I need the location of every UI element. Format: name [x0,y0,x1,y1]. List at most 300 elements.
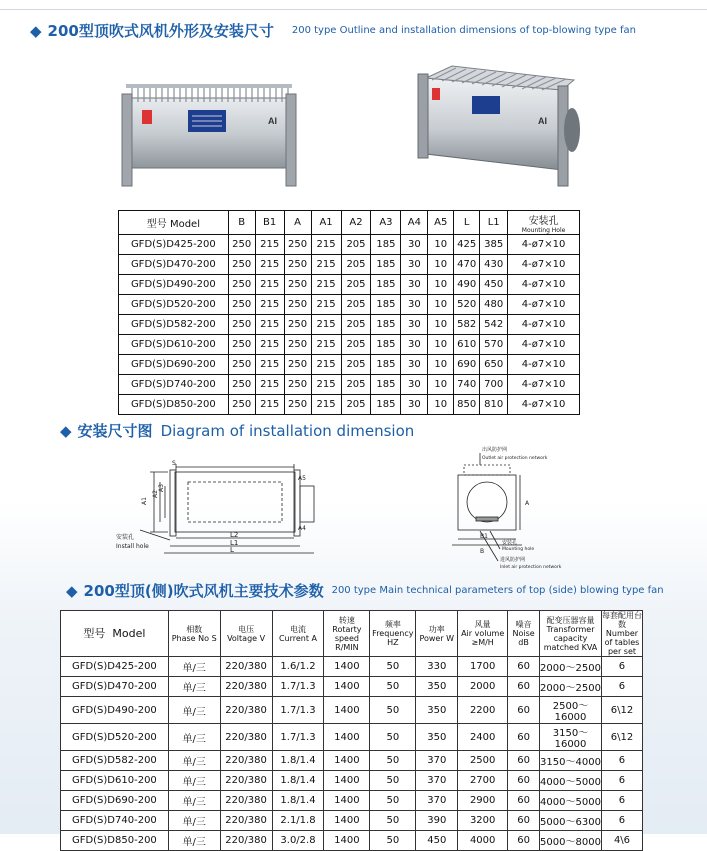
parameters-table-cell: 220/380 [220,724,272,751]
parameters-table-cell: 220/380 [220,771,272,791]
parameters-table-cell: 1400 [324,831,370,851]
parameters-table-cell: 220/380 [220,657,272,677]
dimension-table-cell: 30 [401,375,428,395]
parameters-table-row [61,724,643,751]
parameters-table-cell: 1400 [324,724,370,751]
dimension-table-cell: 4-ø7×10 [508,255,580,275]
dimension-table-row [119,275,580,295]
parameters-table-cell: 1.8/1.4 [272,771,324,791]
dim-header-l1: L1 [480,211,508,235]
parameters-table-cell: 4000～5000 [540,791,602,811]
dimension-table-cell: 4-ø7×10 [508,235,580,255]
dimension-table-cell: 4-ø7×10 [508,355,580,375]
dim-header-b: B [228,211,255,235]
param-header-tables-zh: 每套配用台数 [601,611,642,629]
diagram-label-inlet-zh: 进风防护网 [500,557,526,563]
dimension-table-cell: 185 [371,355,401,375]
dimension-table-row [119,235,580,255]
parameters-table-cell: 单/三 [168,657,220,677]
fan-photo-angled [412,58,582,193]
parameters-table-cell: 6 [601,751,642,771]
dimension-table-cell: 4-ø7×10 [508,275,580,295]
param-header-power [416,611,458,657]
dimension-table-cell: 610 [454,335,480,355]
dimension-table-cell: 250 [284,375,311,395]
fan-photo-front [118,80,300,190]
section-diagram-title-en: Diagram of installation dimension [160,421,415,440]
parameters-table-cell: 220/380 [220,811,272,831]
parameters-table-cell: 单/三 [168,771,220,791]
dimension-table-cell: 480 [480,295,508,315]
dimension-table-cell: 205 [341,315,371,335]
parameters-table-cell: 单/三 [168,811,220,831]
dim-header-mount-en: Mounting Hole [521,226,566,234]
dim-header-a5: A5 [428,211,454,235]
diagram-label-a1: A1 [141,497,148,505]
dim-header-a2: A2 [341,211,371,235]
dimension-table-cell: 215 [311,395,341,415]
dimension-table-cell: 30 [401,315,428,335]
parameters-table-cell: 6 [601,771,642,791]
dimension-table-cell: 10 [428,255,454,275]
photo-front-ai-mark: AI [268,116,277,126]
dimension-table-cell: 205 [341,375,371,395]
dimension-table-cell: 250 [228,275,255,295]
dimension-table-cell: 185 [371,255,401,275]
param-header-speed-zh: 转速 [338,615,355,625]
param-header-tables-en: Number of tables per set [604,629,640,656]
dimension-table-cell: 215 [311,315,341,335]
dim-header-mounting-hole [508,211,580,235]
section-params-heading [66,580,664,601]
parameters-table-cell: GFD(S)D610-200 [61,771,169,791]
diamond-bullet-icon: ◆ [66,581,78,600]
parameters-table-cell: 4000 [458,831,508,851]
parameters-table-cell: 1400 [324,771,370,791]
dimension-table-cell: 470 [454,255,480,275]
parameters-table-cell: 2.1/1.8 [272,811,324,831]
dimension-table-cell: 250 [228,355,255,375]
parameters-table-cell: 单/三 [168,697,220,724]
parameters-table-cell: 单/三 [168,677,220,697]
parameters-table-cell: 2000～2500 [540,657,602,677]
param-header-frequency-en: Frequency HZ [372,629,414,647]
diagram-label-a3: A3 [158,484,165,492]
parameters-table-row [61,677,643,697]
dim-header-b1: B1 [255,211,284,235]
diagram-label-a4: A4 [298,525,306,532]
parameters-table-body [61,657,643,851]
parameters-table-cell: 单/三 [168,724,220,751]
parameters-table-cell: 1.8/1.4 [272,791,324,811]
section-diagram-title-zh: 安装尺寸图 [77,422,153,440]
parameters-table-header [61,611,643,657]
dimension-table-row [119,395,580,415]
dimension-table-cell: 215 [255,375,284,395]
diagram-label-a5: A5 [298,475,306,482]
dimension-table-cell: 4-ø7×10 [508,395,580,415]
parameters-table-cell: 2700 [458,771,508,791]
parameters-table-row [61,791,643,811]
parameters-table-cell: 60 [508,751,540,771]
parameters-table-cell: 60 [508,657,540,677]
dimension-table-cell: 215 [311,375,341,395]
dimension-table-cell: GFD(S)D610-200 [119,335,229,355]
parameters-table-cell: 450 [416,831,458,851]
parameters-table-cell: 350 [416,724,458,751]
dimension-table-cell: 4-ø7×10 [508,375,580,395]
param-header-current-zh: 电流 [290,624,306,634]
param-header-speed-en: Rotarty speed R/MIN [332,624,362,652]
param-header-noise [508,611,540,657]
install-diagram-side [440,445,590,570]
param-header-phase-zh: 相数 [186,624,203,634]
parameters-table-cell: 2500～16000 [540,697,602,724]
install-diagram-front [110,460,340,560]
dimension-table-cell: 690 [454,355,480,375]
parameters-table-cell: 6\12 [601,697,642,724]
parameters-table-cell: 3150～4000 [540,751,602,771]
parameters-table-cell: 3.0/2.8 [272,831,324,851]
dimension-table-cell: 185 [371,375,401,395]
parameters-table-cell: 6 [601,677,642,697]
param-header-noise-en: Noise dB [512,629,535,647]
parameters-table-cell: 60 [508,697,540,724]
dimension-table-cell: 430 [480,255,508,275]
diagram-label-outlet-zh: 出风防护网 [482,447,508,453]
dimension-table-cell: 185 [371,235,401,255]
diagram-label-b: B [480,548,485,555]
dimension-table-cell: 215 [255,255,284,275]
dimension-table-cell: 185 [371,315,401,335]
dim-header-a4: A4 [401,211,428,235]
parameters-table-cell: 50 [370,677,416,697]
parameters-table-cell: GFD(S)D582-200 [61,751,169,771]
dimension-table-cell: 850 [454,395,480,415]
dimension-table-row [119,335,580,355]
dimension-table-cell: 185 [371,335,401,355]
section-outline-title-en: 200 type Outline and installation dimensions of top-blowing type fan [291,25,636,36]
parameters-table-cell: 1400 [324,657,370,677]
parameters-table-cell: 6 [601,811,642,831]
dimension-table-cell: 30 [401,395,428,415]
dimension-table-cell: 205 [341,235,371,255]
dimension-table-cell: 4-ø7×10 [508,335,580,355]
dimension-table-cell: 205 [341,355,371,375]
dimension-table-cell: 385 [480,235,508,255]
dimension-table-cell: 30 [401,255,428,275]
parameters-table-cell: 1400 [324,811,370,831]
param-header-speed [324,611,370,657]
parameters-table-cell: 50 [370,697,416,724]
param-header-frequency-zh: 频率 [384,620,401,629]
parameters-table [60,610,643,851]
parameters-table-cell: 60 [508,677,540,697]
dimension-table-cell: 215 [255,295,284,315]
dimension-table-cell: 30 [401,335,428,355]
dimension-table-cell: 215 [311,295,341,315]
diagram-label-l: L [230,546,234,554]
param-header-model-en: Model [112,627,146,640]
dimension-table-cell: 205 [341,335,371,355]
parameters-table-cell: 1400 [324,751,370,771]
dimension-table-cell: 10 [428,275,454,295]
dimension-table-row [119,375,580,395]
dimension-table-cell: 10 [428,355,454,375]
parameters-table-cell: GFD(S)D425-200 [61,657,169,677]
dimension-table-cell: 205 [341,395,371,415]
dimension-table-cell: 250 [228,255,255,275]
dimension-table [118,210,580,415]
dim-header-a3: A3 [371,211,401,235]
diagram-label-s: S [172,460,176,467]
param-header-transformer-en: Transformer capacity matched KVA [543,624,598,652]
parameters-table-row [61,771,643,791]
parameters-table-cell: 50 [370,771,416,791]
parameters-table-cell: 4\6 [601,831,642,851]
dimension-table-cell: 215 [311,275,341,295]
section-diagram-heading [60,420,414,441]
dimension-table-cell: 520 [454,295,480,315]
dimension-table-cell: 205 [341,295,371,315]
param-header-voltage [220,611,272,657]
dimension-table-cell: 215 [311,255,341,275]
dimension-table-cell: 250 [284,355,311,375]
parameters-table-cell: 60 [508,811,540,831]
parameters-table-cell: 50 [370,657,416,677]
dimension-table-cell: 30 [401,295,428,315]
parameters-table-cell: 5000～8000 [540,831,602,851]
param-header-model-zh: 型号 [83,627,106,640]
dimension-table-cell: 30 [401,355,428,375]
dimension-table-cell: 215 [311,235,341,255]
dimension-table-cell: 570 [480,335,508,355]
dimension-table-body [119,235,580,415]
parameters-table-cell: 60 [508,831,540,851]
dimension-table-cell: 250 [284,335,311,355]
parameters-table-cell: 1.7/1.3 [272,697,324,724]
dimension-table-cell: 185 [371,275,401,295]
parameters-table-cell: 50 [370,751,416,771]
dimension-table-cell: GFD(S)D520-200 [119,295,229,315]
parameters-table-cell: 220/380 [220,791,272,811]
dimension-table-cell: 250 [228,295,255,315]
parameters-table-cell: 2000～2500 [540,677,602,697]
dimension-table-cell: 30 [401,235,428,255]
dimension-table-cell: 582 [454,315,480,335]
dimension-table-cell: 215 [311,355,341,375]
dimension-table-cell: 205 [341,275,371,295]
parameters-table-cell: GFD(S)D520-200 [61,724,169,751]
dimension-table-cell: 215 [255,355,284,375]
parameters-table-cell: 1.7/1.3 [272,677,324,697]
dimension-table-cell: 250 [284,235,311,255]
parameters-table-cell: 6\12 [601,724,642,751]
dimension-table-cell: 250 [228,395,255,415]
dimension-table-row [119,315,580,335]
dim-header-a: A [284,211,311,235]
param-header-noise-zh: 噪音 [515,620,532,629]
parameters-table-cell: 350 [416,677,458,697]
dimension-table-cell: 250 [284,275,311,295]
dimension-table-header [119,211,580,235]
diagram-label-a2: A2 [152,490,159,498]
dim-header-mount-zh: 安装孔 [528,215,559,227]
dimension-table-cell: GFD(S)D850-200 [119,395,229,415]
dim-header-a1: A1 [311,211,341,235]
dimension-table-cell: GFD(S)D740-200 [119,375,229,395]
diagram-label-hole-en: Install hole [116,543,149,550]
dimension-table-cell: GFD(S)D490-200 [119,275,229,295]
diamond-bullet-icon: ◆ [30,21,42,40]
parameters-table-cell: 60 [508,791,540,811]
dimension-table-cell: 185 [371,395,401,415]
diagram-label-inlet-en: Inlet air protection network [500,565,562,570]
dimension-table-cell: 185 [371,295,401,315]
parameters-table-row [61,811,643,831]
parameters-table-cell: 220/380 [220,751,272,771]
section-outline-heading [30,20,636,41]
parameters-table-cell: 60 [508,771,540,791]
diagram-label-a: A [525,500,530,507]
dimension-table-cell: 740 [454,375,480,395]
dimension-table-cell: 810 [480,395,508,415]
dimension-table-cell: GFD(S)D690-200 [119,355,229,375]
param-header-current-en: Current A [278,633,318,643]
parameters-table-cell: 5000～6300 [540,811,602,831]
dimension-table-cell: 250 [228,315,255,335]
dimension-table-cell: 10 [428,335,454,355]
parameters-table-cell: 220/380 [220,677,272,697]
parameters-table-cell: 1.7/1.3 [272,724,324,751]
parameters-table-cell: GFD(S)D740-200 [61,811,169,831]
parameters-table-cell: 370 [416,751,458,771]
parameters-table-cell: 2200 [458,697,508,724]
parameters-table-cell: 单/三 [168,751,220,771]
parameters-table-cell: 50 [370,831,416,851]
parameters-table-cell: GFD(S)D470-200 [61,677,169,697]
dimension-table-cell: 542 [480,315,508,335]
parameters-table-cell: 220/380 [220,831,272,851]
dimension-table-row [119,355,580,375]
param-header-phase [168,611,220,657]
dimension-table-cell: 250 [228,335,255,355]
parameters-table-cell: 390 [416,811,458,831]
dimension-table-cell: 30 [401,275,428,295]
dimension-table-cell: 10 [428,295,454,315]
dimension-table-cell: 250 [284,255,311,275]
param-header-phase-en: Phase No S [171,633,217,643]
parameters-table-cell: 60 [508,724,540,751]
dimension-table-cell: 250 [284,315,311,335]
dimension-table-cell: 700 [480,375,508,395]
parameters-table-cell: 50 [370,791,416,811]
parameters-table-cell: 330 [416,657,458,677]
dim-header-model: 型号 Model [119,211,229,235]
dimension-table-cell: 10 [428,395,454,415]
dimension-table-cell: GFD(S)D425-200 [119,235,229,255]
parameters-table-cell: 1700 [458,657,508,677]
parameters-table-cell: 2000 [458,677,508,697]
section-params-title-en: 200 type Main technical parameters of top (side) blowing type fan [331,585,664,596]
parameters-table-cell: 6 [601,791,642,811]
param-header-transformer [540,611,602,657]
parameters-table-row [61,657,643,677]
section-params-title-zh: 200型顶(侧)吹式风机主要技术参数 [83,582,324,600]
dim-header-l: L [454,211,480,235]
parameters-table-cell: 2900 [458,791,508,811]
param-header-power-en: Power W [419,633,455,643]
parameters-table-cell: GFD(S)D850-200 [61,831,169,851]
param-header-power-zh: 功率 [428,624,445,634]
top-divider [0,9,707,10]
dimension-table-cell: 215 [255,395,284,415]
parameters-table-cell: 1.8/1.4 [272,751,324,771]
diagram-label-mount-zh: 安装孔 [502,540,518,546]
diagram-label-mount-en: Mounting hole [502,547,535,552]
param-header-current [272,611,324,657]
diagram-label-l2: L2 [230,531,239,539]
dimension-table-cell: GFD(S)D470-200 [119,255,229,275]
dimension-table-cell: 205 [341,255,371,275]
parameters-table-cell: 370 [416,791,458,811]
diamond-bullet-icon: ◆ [60,421,72,440]
dimension-table-cell: 250 [228,235,255,255]
dimension-table-cell: GFD(S)D582-200 [119,315,229,335]
parameters-table-row [61,697,643,724]
parameters-table-cell: 6 [601,657,642,677]
dimension-table-cell: 215 [255,335,284,355]
dimension-table-cell: 215 [255,275,284,295]
parameters-table-cell: 50 [370,811,416,831]
parameters-table-cell: 220/380 [220,697,272,724]
dimension-table-cell: 4-ø7×10 [508,315,580,335]
dimension-table-cell: 215 [255,235,284,255]
param-header-air-volume [458,611,508,657]
dimension-table-cell: 450 [480,275,508,295]
section-outline-title-zh: 200型顶吹式风机外形及安装尺寸 [47,22,274,40]
dimension-table-cell: 425 [454,235,480,255]
parameters-table-cell: 2400 [458,724,508,751]
diagram-label-b1: B1 [480,533,488,540]
param-header-voltage-zh: 电压 [238,624,255,634]
photo-angled-ai-mark: AI [538,116,547,126]
param-header-tables-per-set [601,611,642,657]
dimension-table-cell: 490 [454,275,480,295]
dimension-table-cell: 250 [284,295,311,315]
parameters-table-cell: 350 [416,697,458,724]
parameters-table-cell: GFD(S)D490-200 [61,697,169,724]
parameters-table-cell: 50 [370,724,416,751]
param-header-voltage-en: Voltage V [227,633,266,643]
param-header-frequency [370,611,416,657]
dimension-table-cell: 250 [228,375,255,395]
parameters-table-row [61,751,643,771]
diagram-label-hole-zh: 安装孔 [116,534,135,541]
dimension-table-cell: 4-ø7×10 [508,295,580,315]
parameters-table-cell: 1400 [324,697,370,724]
dimension-table-cell: 650 [480,355,508,375]
dimension-table-cell: 10 [428,375,454,395]
parameters-table-cell: 2500 [458,751,508,771]
dimension-table-cell: 10 [428,315,454,335]
dimension-table-cell: 250 [284,395,311,415]
dimension-table-row [119,295,580,315]
parameters-table-cell: 单/三 [168,831,220,851]
parameters-table-cell: GFD(S)D690-200 [61,791,169,811]
parameters-table-cell: 单/三 [168,791,220,811]
param-header-transformer-zh: 配变压器容量 [546,615,595,625]
